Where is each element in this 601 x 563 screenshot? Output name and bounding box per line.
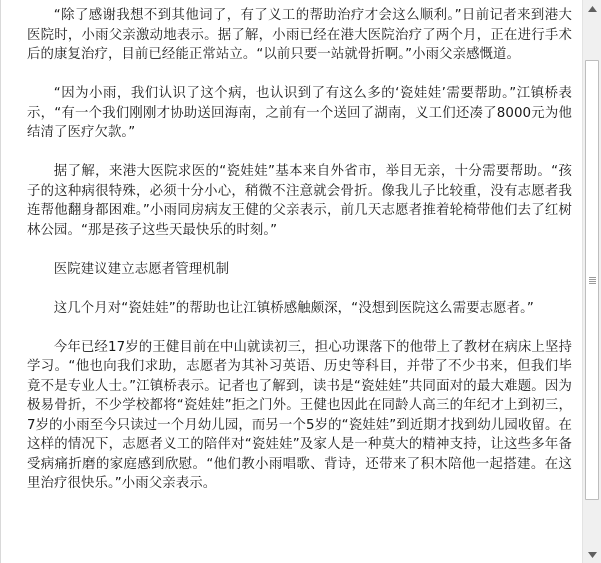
article-paragraph: 据了解，来港大医院求医的“瓷娃娃”基本来自外省市，举目无亲，十分需要帮助。“孩子的这种病很特殊，必须十分小心，稍微不注意就会骨折。像我儿子比较重，没有志愿者我连帮他翻身都困难。”小雨同房病友王健的父亲表示，前几天志愿者推着轮椅带他们去了红树林公园。“那是孩子这些天最快乐的时刻。” — [27, 164, 572, 238]
article-paragraph: “因为小雨，我们认识了这个病，也认识到了有这么多的‘瓷娃娃’需要帮助。”江镇桥表示，“有一个我们刚刚才协助送回海南，之前有一个送回了湖南，义工们还凑了8000元为他结清了医疗欠款。” — [27, 86, 572, 140]
scroll-thumb[interactable] — [585, 60, 599, 500]
vertical-scrollbar[interactable] — [582, 0, 601, 563]
article-body — [1, 0, 582, 494]
article-subheading: 医院建议建立志愿者管理机制 — [53, 261, 230, 277]
article-paragraph: 今年已经17岁的王健目前在中山就读初三，担心功课落下的他带上了教材在病床上坚持学习。“他也向我们求助，志愿者为其补习英语、历史等科目，并带了不少书来，但我们毕竟不是专业人士。”江镇桥表示。记者也了解到，读书是“瓷娃娃”共同面对的最大难题。因为极易骨折，不少学校都将“瓷娃娃”拒之门外。王健也因此在同龄人高三的年纪才上到初三，7岁的小雨至今只读过一个月幼儿园，而另一个5岁的“瓷娃娃”到近期才找到幼儿园收留。在这样的情况下，志愿者义工的陪伴对“瓷娃娃”及家人是一种莫大的精神支持，让这些多年备受病痛折磨的家庭感到欣慰。“他们教小雨唱歌、背诗，还带来了积木陪他一起搭建。在这里治疗很快乐。”小雨父亲表示。 — [27, 339, 572, 491]
article-paragraph: 这几个月对“瓷娃娃”的帮助也让江镇桥感触颇深，“没想到医院这么需要志愿者。” — [53, 300, 534, 316]
arrow-down-icon — [588, 552, 597, 558]
grip-icon — [589, 277, 596, 284]
scroll-down-button[interactable] — [584, 546, 601, 563]
article-paragraph: “除了感谢我想不到其他词了，有了义工的帮助治疗才会这么顺利。”日前记者来到港大医院时，小雨父亲激动地表示。据了解，小雨已经在港大医院治疗了两个月，正在进行手术后的康复治疗，目前已经能正常站立。“以前只要一站就骨折啊。”小雨父亲感慨道。 — [27, 8, 572, 62]
scroll-up-button[interactable] — [584, 0, 601, 17]
arrow-up-icon — [588, 6, 597, 12]
